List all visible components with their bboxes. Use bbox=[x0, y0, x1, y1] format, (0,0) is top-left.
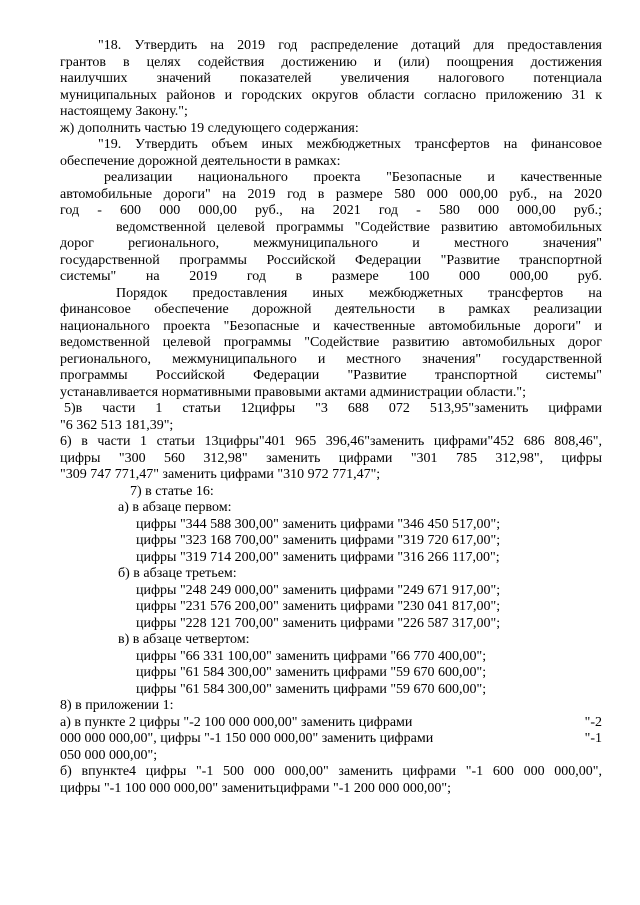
text-line: цифры "323 168 700,00" заменить цифрами "319 720 617,00"; bbox=[136, 533, 501, 548]
text-line: 5)в части 1 статьи 12цифры "3 688 072 513,95"заменить цифрами bbox=[64, 401, 602, 416]
text-line: б) в абзаце третьем: bbox=[118, 566, 237, 581]
text-line: а) в абзаце первом: bbox=[118, 500, 232, 515]
text-line: цифры "66 331 100,00" заменить цифрами "66 770 400,00"; bbox=[136, 648, 487, 664]
text-line: ведомственной целевой программы "Содействие развитию автомобильных дорог bbox=[60, 335, 602, 350]
text-line: реализации национального проекта "Безопасные и качественные bbox=[104, 170, 602, 185]
text-line: цифры "344 588 300,00" заменить цифрами "346 450 517,00"; bbox=[136, 516, 501, 532]
text-line: автомобильные дороги" на 2019 год в размере 580 000 000,00 руб., на 2020 bbox=[60, 186, 602, 202]
text-line: цифры "248 249 000,00" заменить цифрами "249 671 917,00"; bbox=[136, 582, 501, 598]
text-line: системы" на 2019 год в размере 100 000 000,00 руб. bbox=[60, 269, 602, 284]
text-line bbox=[60, 715, 602, 732]
text-line: "309 747 771,47" заменить цифрами "310 972 771,47"; bbox=[60, 467, 381, 482]
text-line: цифры "-1 100 000 000,00" заменитьцифрами "-1 200 000 000,00"; bbox=[60, 780, 451, 796]
text-line: ведомственной целевой программы "Содействие развитию автомобильных bbox=[116, 219, 602, 235]
text-line: обеспечение дорожной деятельности в рамках: bbox=[60, 153, 341, 169]
text-line: национального проекта "Безопасные и качественные автомобильные дороги" и bbox=[60, 318, 602, 334]
text-line: б) впункте4 цифры "-1 500 000 000,00" заменить цифрами "-1 600 000 000,00", bbox=[60, 764, 602, 779]
text-line: ж) дополнить частью 19 следующего содержания: bbox=[60, 120, 359, 136]
text-line-left: 000 000 000,00", цифры "-1 150 000 000,00" заменить цифрами bbox=[60, 731, 434, 746]
text-line: цифры "228 121 700,00" заменить цифрами "226 587 317,00"; bbox=[136, 615, 501, 631]
text-line: цифры "319 714 200,00" заменить цифрами "316 266 117,00"; bbox=[136, 549, 500, 565]
text-line-right: "-2 bbox=[584, 714, 602, 730]
text-line: цифры "61 584 300,00" заменить цифрами "59 670 600,00"; bbox=[136, 681, 487, 697]
text-line: государственной программы Российской Федерации "Развитие транспортной bbox=[60, 252, 602, 268]
text-line: дорог регионального, межмуниципального и местного значения" bbox=[60, 236, 602, 251]
text-line: 8) в приложении 1: bbox=[60, 698, 174, 713]
text-line: цифры "231 576 200,00" заменить цифрами "230 041 817,00"; bbox=[136, 599, 501, 614]
text-line: цифры "300 560 312,98" заменить цифрами "301 785 312,98", цифры bbox=[60, 450, 602, 466]
text-line: 7) в статье 16: bbox=[130, 483, 214, 499]
text-line-right: "-1 bbox=[584, 731, 602, 746]
text-line: финансовое обеспечение дорожной деятельности в рамках реализации bbox=[60, 302, 602, 317]
text-line: 6) в части 1 статьи 13цифры"401 965 396,46"заменить цифрами"452 686 808,46", bbox=[60, 434, 602, 449]
text-line: "18. Утвердить на 2019 год распределение дотаций для предоставления bbox=[98, 38, 602, 53]
text-line-left: а) в пункте 2 цифры "-2 100 000 000,00" заменить цифрами bbox=[60, 714, 413, 730]
text-line: год - 600 000 000,00 руб., на 2021 год - 580 000 000,00 руб.; bbox=[60, 203, 602, 218]
text-line bbox=[60, 731, 602, 748]
text-line: муниципальных районов и городских округов области согласно приложению 31 к bbox=[60, 87, 602, 103]
text-line: грантов в целях содействия достижению и (или) поощрения достижения bbox=[60, 54, 602, 70]
text-line: "6 362 513 181,39"; bbox=[60, 417, 174, 433]
text-line: регионального, межмуниципального и местного значения" государственной bbox=[60, 351, 602, 367]
text-line: в) в абзаце четвертом: bbox=[118, 632, 250, 647]
text-line: настоящему Закону."; bbox=[60, 104, 188, 119]
text-line: Порядок предоставления иных межбюджетных трансфертов на bbox=[116, 285, 602, 301]
text-line: наилучших значений показателей увеличения налогового потенциала bbox=[60, 71, 602, 86]
text-line: программы Российской Федерации "Развитие транспортной системы" bbox=[60, 368, 602, 383]
text-line: "19. Утвердить объем иных межбюджетных трансфертов на финансовое bbox=[98, 137, 602, 152]
text-line: устанавливается нормативными правовыми актами администрации области."; bbox=[60, 384, 527, 400]
text-line: 050 000 000,00"; bbox=[60, 747, 158, 763]
text-line: цифры "61 584 300,00" заменить цифрами "59 670 600,00"; bbox=[136, 665, 487, 680]
